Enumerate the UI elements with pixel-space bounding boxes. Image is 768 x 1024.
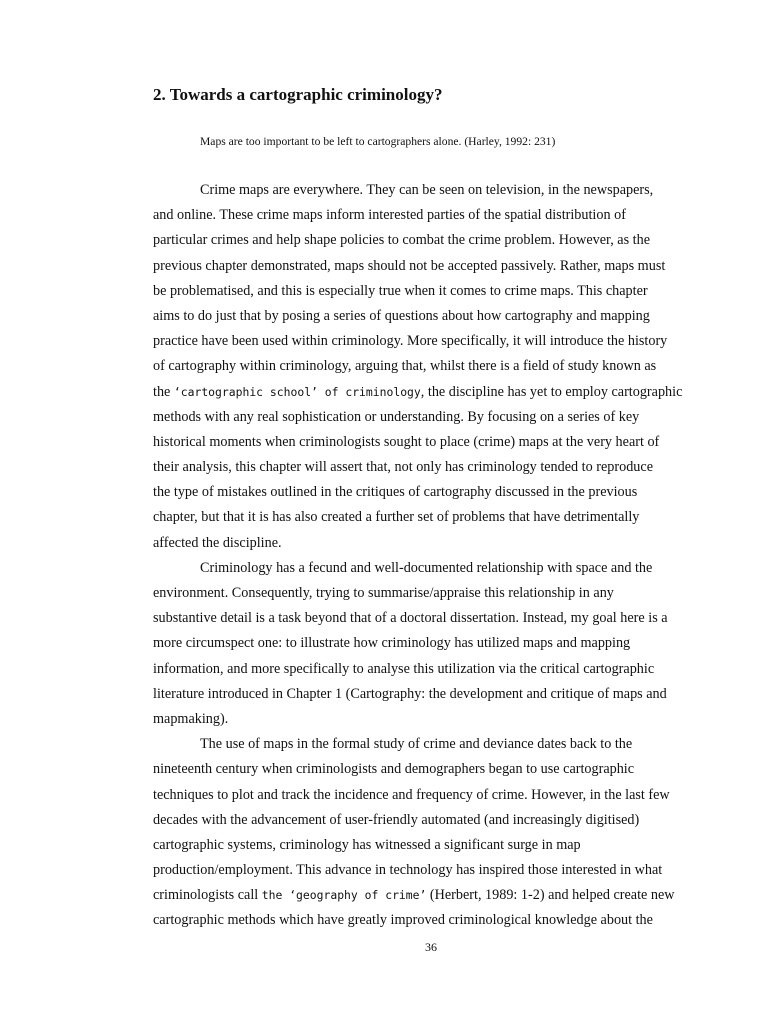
text-segment: the: [153, 383, 174, 400]
text-line: [153, 405, 723, 430]
text-line: [153, 329, 723, 354]
text-segment: aims to do just that by posing a series of questions about how cartography and mapping: [153, 307, 650, 324]
text-line: [153, 606, 723, 631]
text-line: [153, 455, 723, 480]
text-segment: mapmaking).: [153, 710, 229, 727]
text-line: [153, 178, 723, 203]
text-line: [153, 354, 723, 379]
text-line: [153, 858, 723, 883]
text-segment: particular crimes and help shape policies to combat the crime problem. However, as the: [153, 232, 650, 249]
text-segment: , the discipline has yet to employ cartographic: [420, 383, 683, 400]
text-segment: decades with the advancement of user-friendly automated (and increasingly digitised): [153, 811, 640, 828]
text-segment: methods with any real sophistication or understanding. By focusing on a series of key: [153, 408, 640, 425]
text-line: [153, 757, 723, 782]
text-segment: literature introduced in Chapter 1 (Cartography: the development and critique of maps and: [153, 685, 667, 702]
text-line: [153, 480, 723, 505]
epigraph-quote: Maps are too important to be left to cartographers alone. (Harley, 1992: 231): [200, 135, 556, 148]
text-segment: their analysis, this chapter will assert that, not only has criminology tended to reproduce: [153, 459, 653, 476]
text-segment: criminologists call: [153, 887, 262, 904]
text-line: [153, 732, 723, 757]
text-line: [153, 228, 723, 253]
text-line: [153, 505, 723, 530]
text-line: [153, 279, 723, 304]
text-line: [153, 783, 723, 808]
text-line: [153, 657, 723, 682]
text-segment: more circumspect one: to illustrate how criminology has utilized maps and mapping: [153, 635, 631, 652]
text-line: [153, 808, 723, 833]
text-line: [153, 556, 723, 581]
text-segment: substantive detail is a task beyond that of a doctoral dissertation. Instead, my goal here is a: [153, 610, 668, 627]
quoted-term: ‘cartographic school’ of criminology: [173, 384, 421, 399]
text-line: [153, 531, 723, 556]
text-segment: and online. These crime maps inform interested parties of the spatial distribution of: [153, 207, 626, 224]
text-segment: of cartography within criminology, arguing that, whilst there is a field of study known as: [153, 358, 657, 375]
text-segment: Crime maps are everywhere. They can be seen on television, in the newspapers,: [200, 182, 654, 198]
text-segment: nineteenth century when criminologists and demographers began to use cartographic: [153, 761, 635, 778]
text-line: [153, 707, 723, 732]
text-line: [153, 908, 723, 933]
text-line: [153, 203, 723, 228]
text-segment: (Herbert, 1989: 1-2) and helped create new: [426, 887, 675, 904]
quoted-term: the ‘geography of crime’: [261, 888, 427, 903]
text-segment: information, and more specifically to analyse this utilization via the critical cartographic: [153, 660, 655, 677]
text-line: [153, 254, 723, 279]
text-segment: be problematised, and this is especially true when it comes to crime maps. This chapter: [153, 282, 648, 299]
text-segment: cartographic methods which have greatly improved criminological knowledge about the: [153, 912, 653, 929]
text-segment: Criminology has a fecund and well-documented relationship with space and the: [200, 559, 653, 576]
text-segment: the type of mistakes outlined in the critiques of cartography discussed in the previous: [153, 484, 638, 501]
section-heading: 2. Towards a cartographic criminology?: [153, 85, 443, 104]
text-line: [153, 833, 723, 858]
text-line: [153, 682, 723, 707]
text-line: [153, 304, 723, 329]
text-segment: chapter, but that it is has also created a further set of problems that have detrimentally: [153, 509, 640, 526]
text-segment: environment. Consequently, trying to summarise/appraise this relationship in any: [153, 585, 614, 601]
text-line: [153, 631, 723, 656]
text-segment: previous chapter demonstrated, maps should not be accepted passively. Rather, maps must: [153, 257, 666, 274]
text-line: [153, 380, 723, 405]
text-line: [153, 883, 723, 908]
text-segment: cartographic systems, criminology has witnessed a significant surge in map: [153, 836, 581, 853]
text-segment: affected the discipline.: [153, 534, 282, 551]
text-line: [153, 581, 723, 606]
text-segment: historical moments when criminologists sought to place (crime) maps at the very heart of: [153, 433, 660, 450]
body-text: [153, 178, 723, 934]
text-segment: practice have been used within criminology. More specifically, it will introduce the history: [153, 333, 668, 350]
text-segment: techniques to plot and track the incidence and frequency of crime. However, in the last few: [153, 786, 670, 803]
text-line: [153, 430, 723, 455]
page-number: 36: [425, 940, 437, 954]
text-segment: production/employment. This advance in technology has inspired those interested in what: [153, 862, 663, 879]
text-segment: The use of maps in the formal study of crime and deviance dates back to the: [200, 736, 633, 753]
